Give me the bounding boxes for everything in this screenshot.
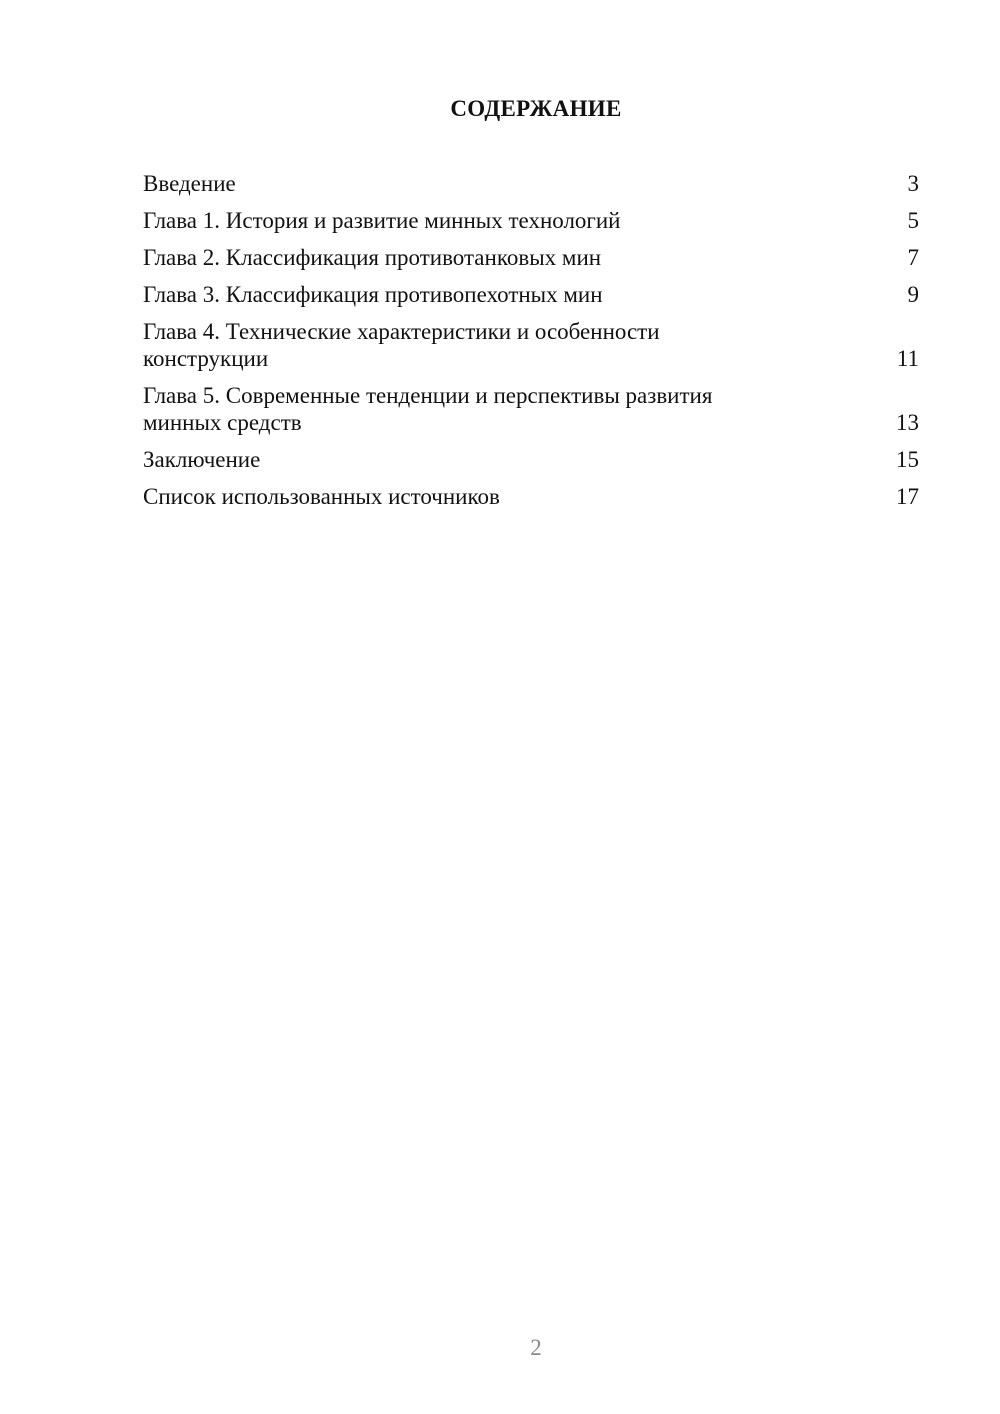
toc-entry-page: 3	[907, 171, 919, 196]
toc-entry	[143, 318, 919, 372]
toc-entry	[143, 244, 919, 271]
toc-entry-title	[143, 170, 889, 197]
toc-entry	[143, 382, 919, 436]
toc-entry-line: Заключение	[143, 447, 261, 472]
toc-entry-page: 13	[896, 410, 919, 435]
toc-entry	[143, 281, 919, 308]
toc-entry-line: Список использованных источников	[143, 484, 500, 509]
toc-entry-page: 9	[907, 282, 919, 307]
toc-entry-page: 11	[896, 346, 919, 371]
toc-entry-title	[143, 207, 889, 234]
toc-entry-line: Глава 1. История и развитие минных технологий	[143, 208, 621, 233]
toc-entry	[143, 170, 919, 197]
toc-entry-title	[143, 244, 889, 271]
page-number: 2	[530, 1335, 542, 1360]
toc-entry	[143, 207, 919, 234]
toc-entry	[143, 483, 919, 510]
page-title: СОДЕРЖАНИЕ	[450, 96, 622, 121]
toc-entry-page: 15	[896, 447, 919, 472]
toc-entry-title	[143, 281, 889, 308]
toc-entry-line: Глава 5. Современные тенденции и перспективы развития	[143, 383, 713, 408]
toc-entry-title	[143, 446, 889, 473]
toc-entry-title	[143, 483, 889, 510]
toc-entry-title	[143, 318, 889, 372]
toc-entry-line: Глава 4. Технические характеристики и особенности	[143, 319, 660, 344]
toc-entry	[143, 446, 919, 473]
toc-entry-line: минных средств	[143, 410, 302, 435]
toc-entry-page: 17	[896, 484, 919, 509]
toc-entry-line: Глава 2. Классификация противотанковых мин	[143, 245, 602, 270]
toc-entry-page: 7	[907, 245, 919, 270]
toc-entry-page: 5	[907, 208, 919, 233]
toc-entry-title	[143, 382, 889, 436]
table-of-contents	[143, 170, 919, 510]
toc-entry-line: Введение	[143, 171, 236, 196]
toc-entry-line: конструкции	[143, 346, 269, 371]
toc-entry-line: Глава 3. Классификация противопехотных мин	[143, 282, 603, 307]
